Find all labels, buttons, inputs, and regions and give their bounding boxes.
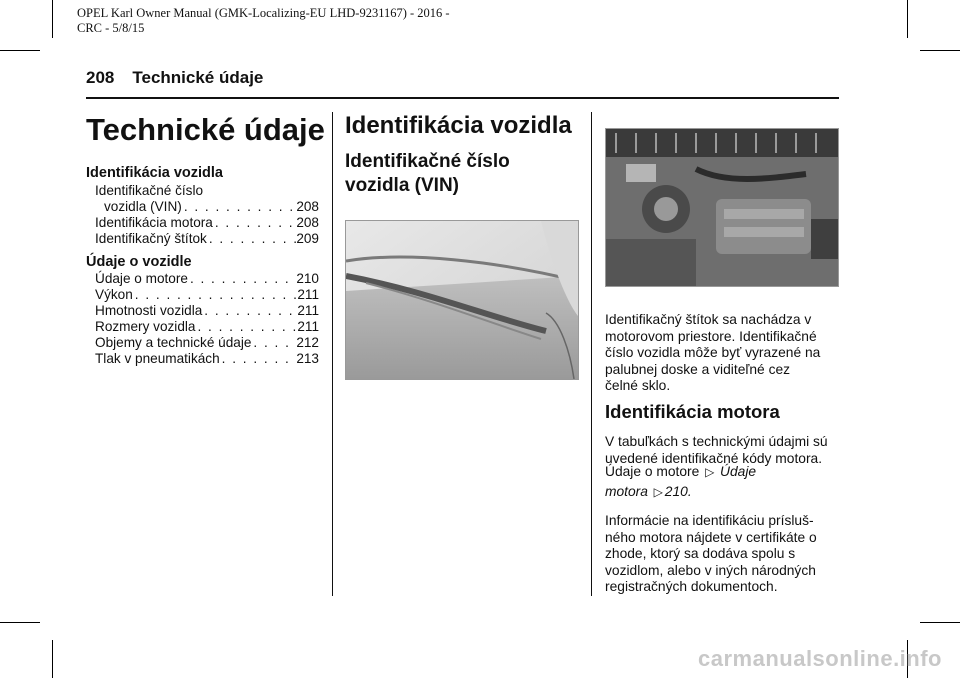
subsection-heading-line: Identifikačné číslo: [345, 151, 510, 172]
crop-mark: [52, 0, 53, 38]
toc-entry[interactable]: [104, 199, 319, 215]
toc-entry-page: 212: [296, 335, 319, 350]
toc-entry-label: Identifikačné číslo: [95, 183, 204, 198]
crop-mark: [907, 0, 908, 38]
toc-entry[interactable]: [95, 231, 319, 247]
caption-line: čelné sklo.: [605, 378, 671, 393]
toc-entry-label: Identifikačný štítok: [95, 231, 207, 246]
windshield-illustration: [346, 221, 578, 379]
toc-leader: [195, 319, 297, 335]
caption-line: palubnej doske a viditeľné cez: [605, 361, 791, 377]
toc-entry[interactable]: [95, 335, 319, 351]
column-divider: [591, 112, 592, 596]
meta-line-2: CRC - 5/8/15: [77, 21, 145, 35]
paragraph-line: vozidlom, alebo v iných národných: [605, 562, 816, 578]
crop-mark: [920, 622, 960, 623]
subsection-heading: [345, 150, 510, 198]
toc-entry-page: 208: [296, 199, 319, 214]
watermark: carmanualsonline.info: [698, 646, 942, 671]
toc-entry[interactable]: [95, 351, 319, 367]
crop-mark: [0, 50, 40, 51]
toc-entry[interactable]: [95, 319, 319, 335]
toc-entry[interactable]: [95, 215, 319, 231]
reference-link[interactable]: Údaje: [720, 464, 757, 479]
subsection-heading-line: vozidla (VIN): [345, 175, 460, 196]
toc-leader: [251, 335, 296, 351]
caption-line: Identifikačný štítok sa nachádza v: [605, 312, 812, 327]
engine-bay-illustration: [606, 129, 838, 286]
photo-caption: [605, 312, 845, 395]
engine-id-heading: Identifikácia motora: [605, 401, 780, 422]
chapter-title: Technické údaje: [86, 112, 325, 147]
reference-link[interactable]: motora: [605, 484, 648, 499]
paragraph-line: registračných dokumentoch.: [605, 579, 778, 594]
cross-reference: [605, 462, 845, 502]
toc-entry-label: Tlak v pneumatikách: [95, 351, 220, 366]
toc-leader: [188, 271, 296, 287]
toc-entry-page: 208: [296, 215, 319, 230]
toc-leader: [133, 287, 298, 303]
toc-entry-page: 210: [296, 271, 319, 286]
page-number: 208: [86, 68, 115, 87]
print-metadata: [77, 6, 450, 36]
arrow-icon: ▷: [653, 485, 663, 499]
paragraph-line: zhode, ktorý sa dodáva spolu s: [605, 546, 796, 561]
paragraph-line: V tabuľkách s technickými údajmi sú: [605, 434, 828, 449]
paragraph-line: Informácie na identifikáciu prísluš-: [605, 513, 814, 528]
caption-line: motorovom priestore. Identifikačné: [605, 328, 817, 344]
paragraph-line: uvedené identifikačné kódy motora.: [605, 450, 823, 466]
engine-bay-photo: [605, 128, 839, 287]
toc-leader: [207, 231, 296, 247]
crop-mark: [0, 622, 40, 623]
toc-entry-page: 211: [297, 303, 319, 318]
toc-entry-label: Údaje o motore: [95, 271, 188, 286]
meta-line-1: OPEL Karl Owner Manual (GMK-Localizing-EU LHD-9231167) - 2016 -: [77, 6, 450, 20]
running-header: [86, 68, 281, 88]
paragraph-line: ného motora nájdete v certifikáte o: [605, 529, 817, 545]
column-divider: [332, 112, 333, 596]
header-rule: [86, 97, 839, 99]
crop-mark: [920, 50, 960, 51]
toc-entry-label: vozidla (VIN): [104, 199, 182, 214]
toc-entry[interactable]: [95, 303, 319, 319]
toc-leader: [182, 199, 297, 215]
crop-mark: [52, 640, 53, 678]
toc-entry[interactable]: [95, 183, 319, 199]
caption-line: číslo vozidla môže byť vyrazené na: [605, 345, 821, 360]
toc-entry[interactable]: [95, 287, 319, 303]
toc-entry[interactable]: [95, 271, 319, 287]
toc-section-heading: Údaje o vozidle: [86, 254, 192, 270]
toc-section-heading: Identifikácia vozidla: [86, 165, 223, 181]
toc-entry-label: Výkon: [95, 287, 133, 302]
reference-prefix: Údaje o motore: [605, 464, 700, 479]
toc-entry-label: Objemy a technické údaje: [95, 335, 252, 350]
section-heading: Identifikácia vozidla: [345, 112, 572, 139]
toc-entry-page: 211: [297, 319, 319, 334]
toc-entry-page: 213: [296, 351, 319, 366]
toc-leader: [213, 215, 296, 231]
toc-entry-label: Rozmery vozidla: [95, 319, 196, 334]
toc-entry-page: 211: [297, 287, 319, 302]
arrow-icon: ▷: [705, 465, 715, 479]
toc-entry-label: Identifikácia motora: [95, 215, 213, 230]
running-title: Technické údaje: [132, 68, 264, 87]
toc-entry-label: Hmotnosti vozidla: [95, 303, 203, 318]
toc-leader: [202, 303, 297, 319]
certificate-paragraph: [605, 513, 845, 596]
toc-entry-page: 209: [296, 231, 319, 246]
reference-page[interactable]: 210.: [664, 484, 692, 499]
toc-leader: [220, 351, 297, 367]
vin-location-photo: [345, 220, 579, 380]
